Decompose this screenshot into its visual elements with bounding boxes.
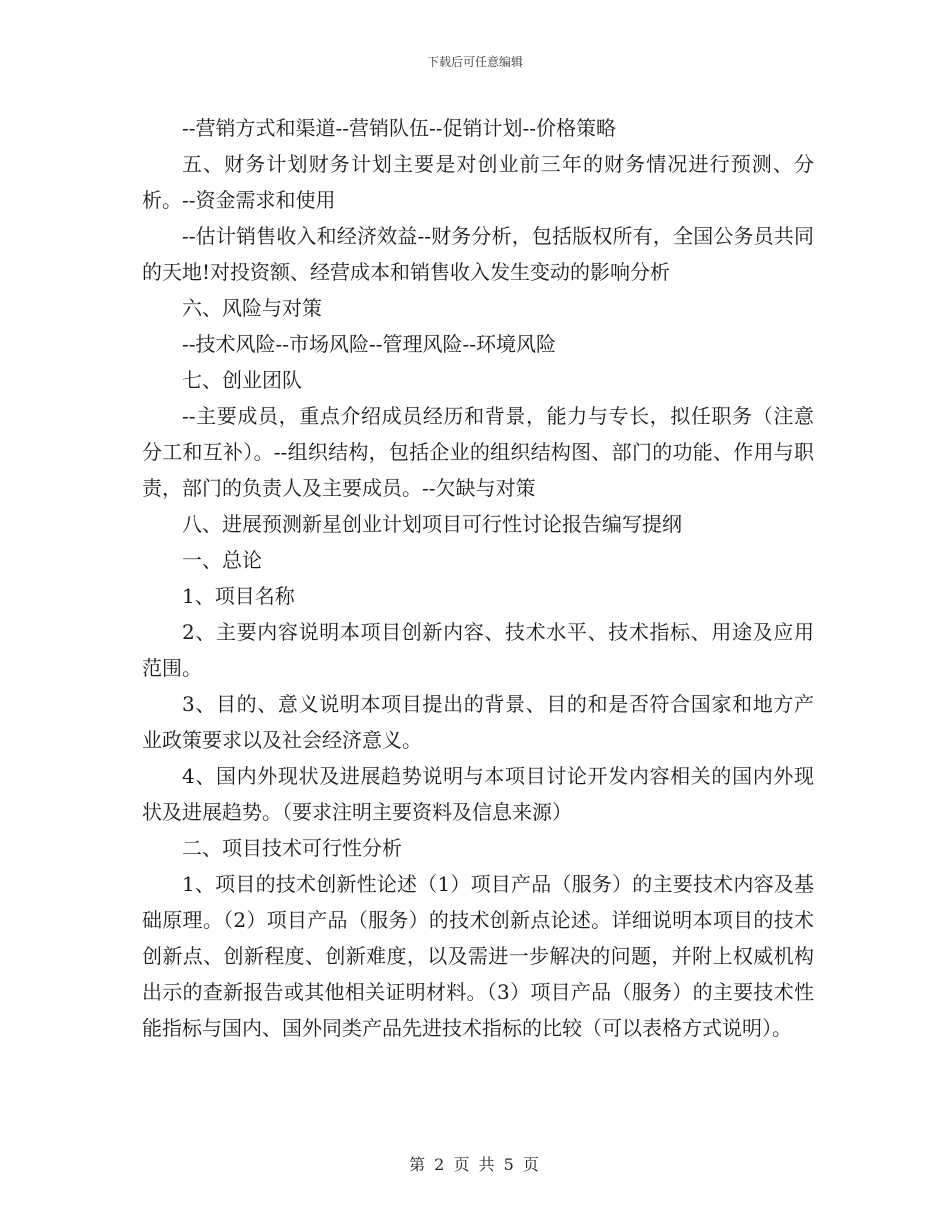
paragraph: --主要成员，重点介绍成员经历和背景，能力与专长，拟任职务（注意分工和互补）。--组织结构，包括企业的组织结构图、部门的功能、作用与职责，部门的负责人及主要成员。--欠缺与对策 <box>142 404 814 500</box>
paragraph: 五、财务计划财务计划主要是对创业前三年的财务情况进行预测、分析。--资金需求和使用 <box>142 152 814 212</box>
document-body <box>142 110 814 1046</box>
paragraph: 2、主要内容说明本项目创新内容、技术水平、技术指标、用途及应用范围。 <box>142 620 814 680</box>
paragraph: 4、国内外现状及进展趋势说明与本项目讨论开发内容相关的国内外现状及进展趋势。（要求注明主要资料及信息来源） <box>142 764 814 824</box>
page-header: 下载后可任意编辑 <box>426 55 523 69</box>
paragraph: --估计销售收入和经济效益--财务分析，包括版权所有，全国公务员共同的天地!对投资额、经营成本和销售收入发生变动的影响分析 <box>142 224 814 284</box>
paragraph: 六、风险与对策 <box>182 296 322 320</box>
paragraph: 1、项目的技术创新性论述（1）项目产品（服务）的主要技术内容及基础原理。（2）项目产品（服务）的技术创新点论述。详细说明本项目的技术创新点、创新程度、创新难度，以及需进一步解决的问题，并附上权威机构出示的查新报告或其他相关证明材料。（3）项目产品（服务）的主要技术性能指标与国内、国外同类产品先进技术指标的比较（可以表格方式说明）。 <box>142 872 814 1040</box>
paragraph: 一、总论 <box>182 548 262 572</box>
paragraph: 3、目的、意义说明本项目提出的背景、目的和是否符合国家和地方产业政策要求以及社会经济意义。 <box>142 692 814 752</box>
paragraph: 八、进展预测新星创业计划项目可行性讨论报告编写提纲 <box>182 512 682 536</box>
paragraph: 七、创业团队 <box>182 368 302 392</box>
paragraph: --营销方式和渠道--营销队伍--促销计划--价格策略 <box>182 116 617 140</box>
paragraph: 二、项目技术可行性分析 <box>182 836 402 860</box>
paragraph: 1、项目名称 <box>182 584 295 608</box>
page-footer: 第 2 页 共 5 页 <box>409 1155 541 1174</box>
paragraph: --技术风险--市场风险--管理风险--环境风险 <box>182 332 557 356</box>
